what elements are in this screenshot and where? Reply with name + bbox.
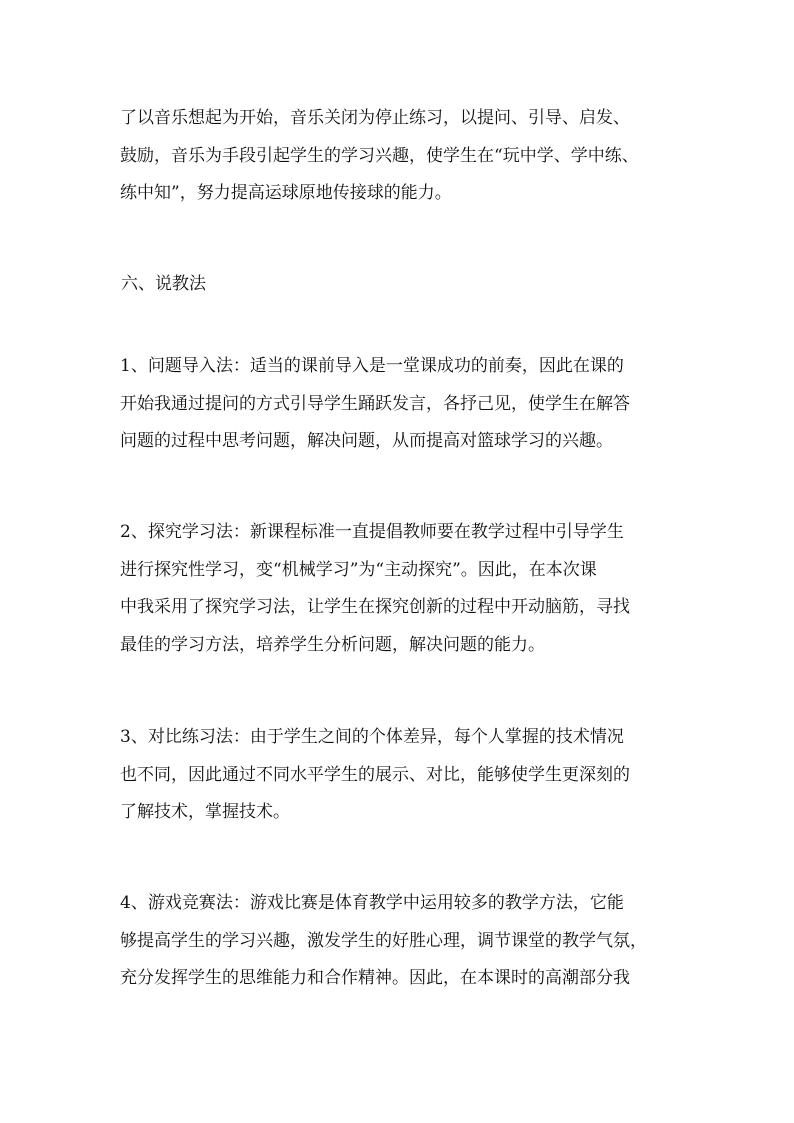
text-line: 充分发挥学生的思维能力和合作精神。因此，在本课时的高潮部分我: [120, 968, 630, 988]
text-line: 最佳的学习方法，培养学生分析问题，解决问题的能力。: [120, 634, 545, 655]
text-line: 鼓励，音乐为手段引起学生的学习兴趣，使学生在“玩中学、学中练、: [120, 145, 639, 166]
text-line: 也不同，因此通过不同水平学生的展示、对比，能够使学生更深刻的: [120, 764, 630, 785]
paragraph-method-1: [120, 348, 682, 461]
text-line: 开始我通过提问的方式引导学生踊跃发言，各抒己见，使学生在解答: [120, 393, 630, 414]
text-line: 4、游戏竞赛法：游戏比赛是体育教学中运用较多的教学方法，它能: [120, 893, 624, 913]
text-line: 了以音乐想起为开始，音乐关闭为停止练习，以提问、引导、启发、: [120, 108, 630, 128]
section-heading-teaching-methods: 六、说教法: [121, 274, 206, 294]
paragraph-method-3: [120, 719, 682, 832]
text-line: 了解技术，掌握技术。: [120, 802, 290, 822]
text-line: 3、对比练习法：由于学生之间的个体差异，每个人掌握的技术情况: [120, 727, 624, 747]
text-line: 2、探究学习法：新课程标准一直提倡教师要在教学过程中引导学生: [120, 522, 624, 542]
paragraph-intro-continuation: [120, 100, 682, 213]
text-line: 中我采用了探究学习法，让学生在探究创新的过程中开动脑筋，寻找: [120, 597, 630, 617]
text-line: 练中知”，努力提高运球原地传接球的能力。: [120, 183, 452, 203]
text-line: 1、问题导入法：适当的课前导入是一堂课成功的前奏，因此在课的: [120, 356, 624, 376]
text-line: 进行探究性学习，变“机械学习”为“主动探究”。因此，在本次课: [120, 559, 597, 580]
text-line: 够提高学生的学习兴趣，激发学生的好胜心理，调节课堂的教学气氛，: [120, 930, 647, 951]
paragraph-method-2: [120, 514, 682, 664]
text-line: 问题的过程中思考问题，解决问题，从而提高对篮球学习的兴趣。: [120, 431, 613, 451]
paragraph-method-4: [120, 885, 682, 998]
